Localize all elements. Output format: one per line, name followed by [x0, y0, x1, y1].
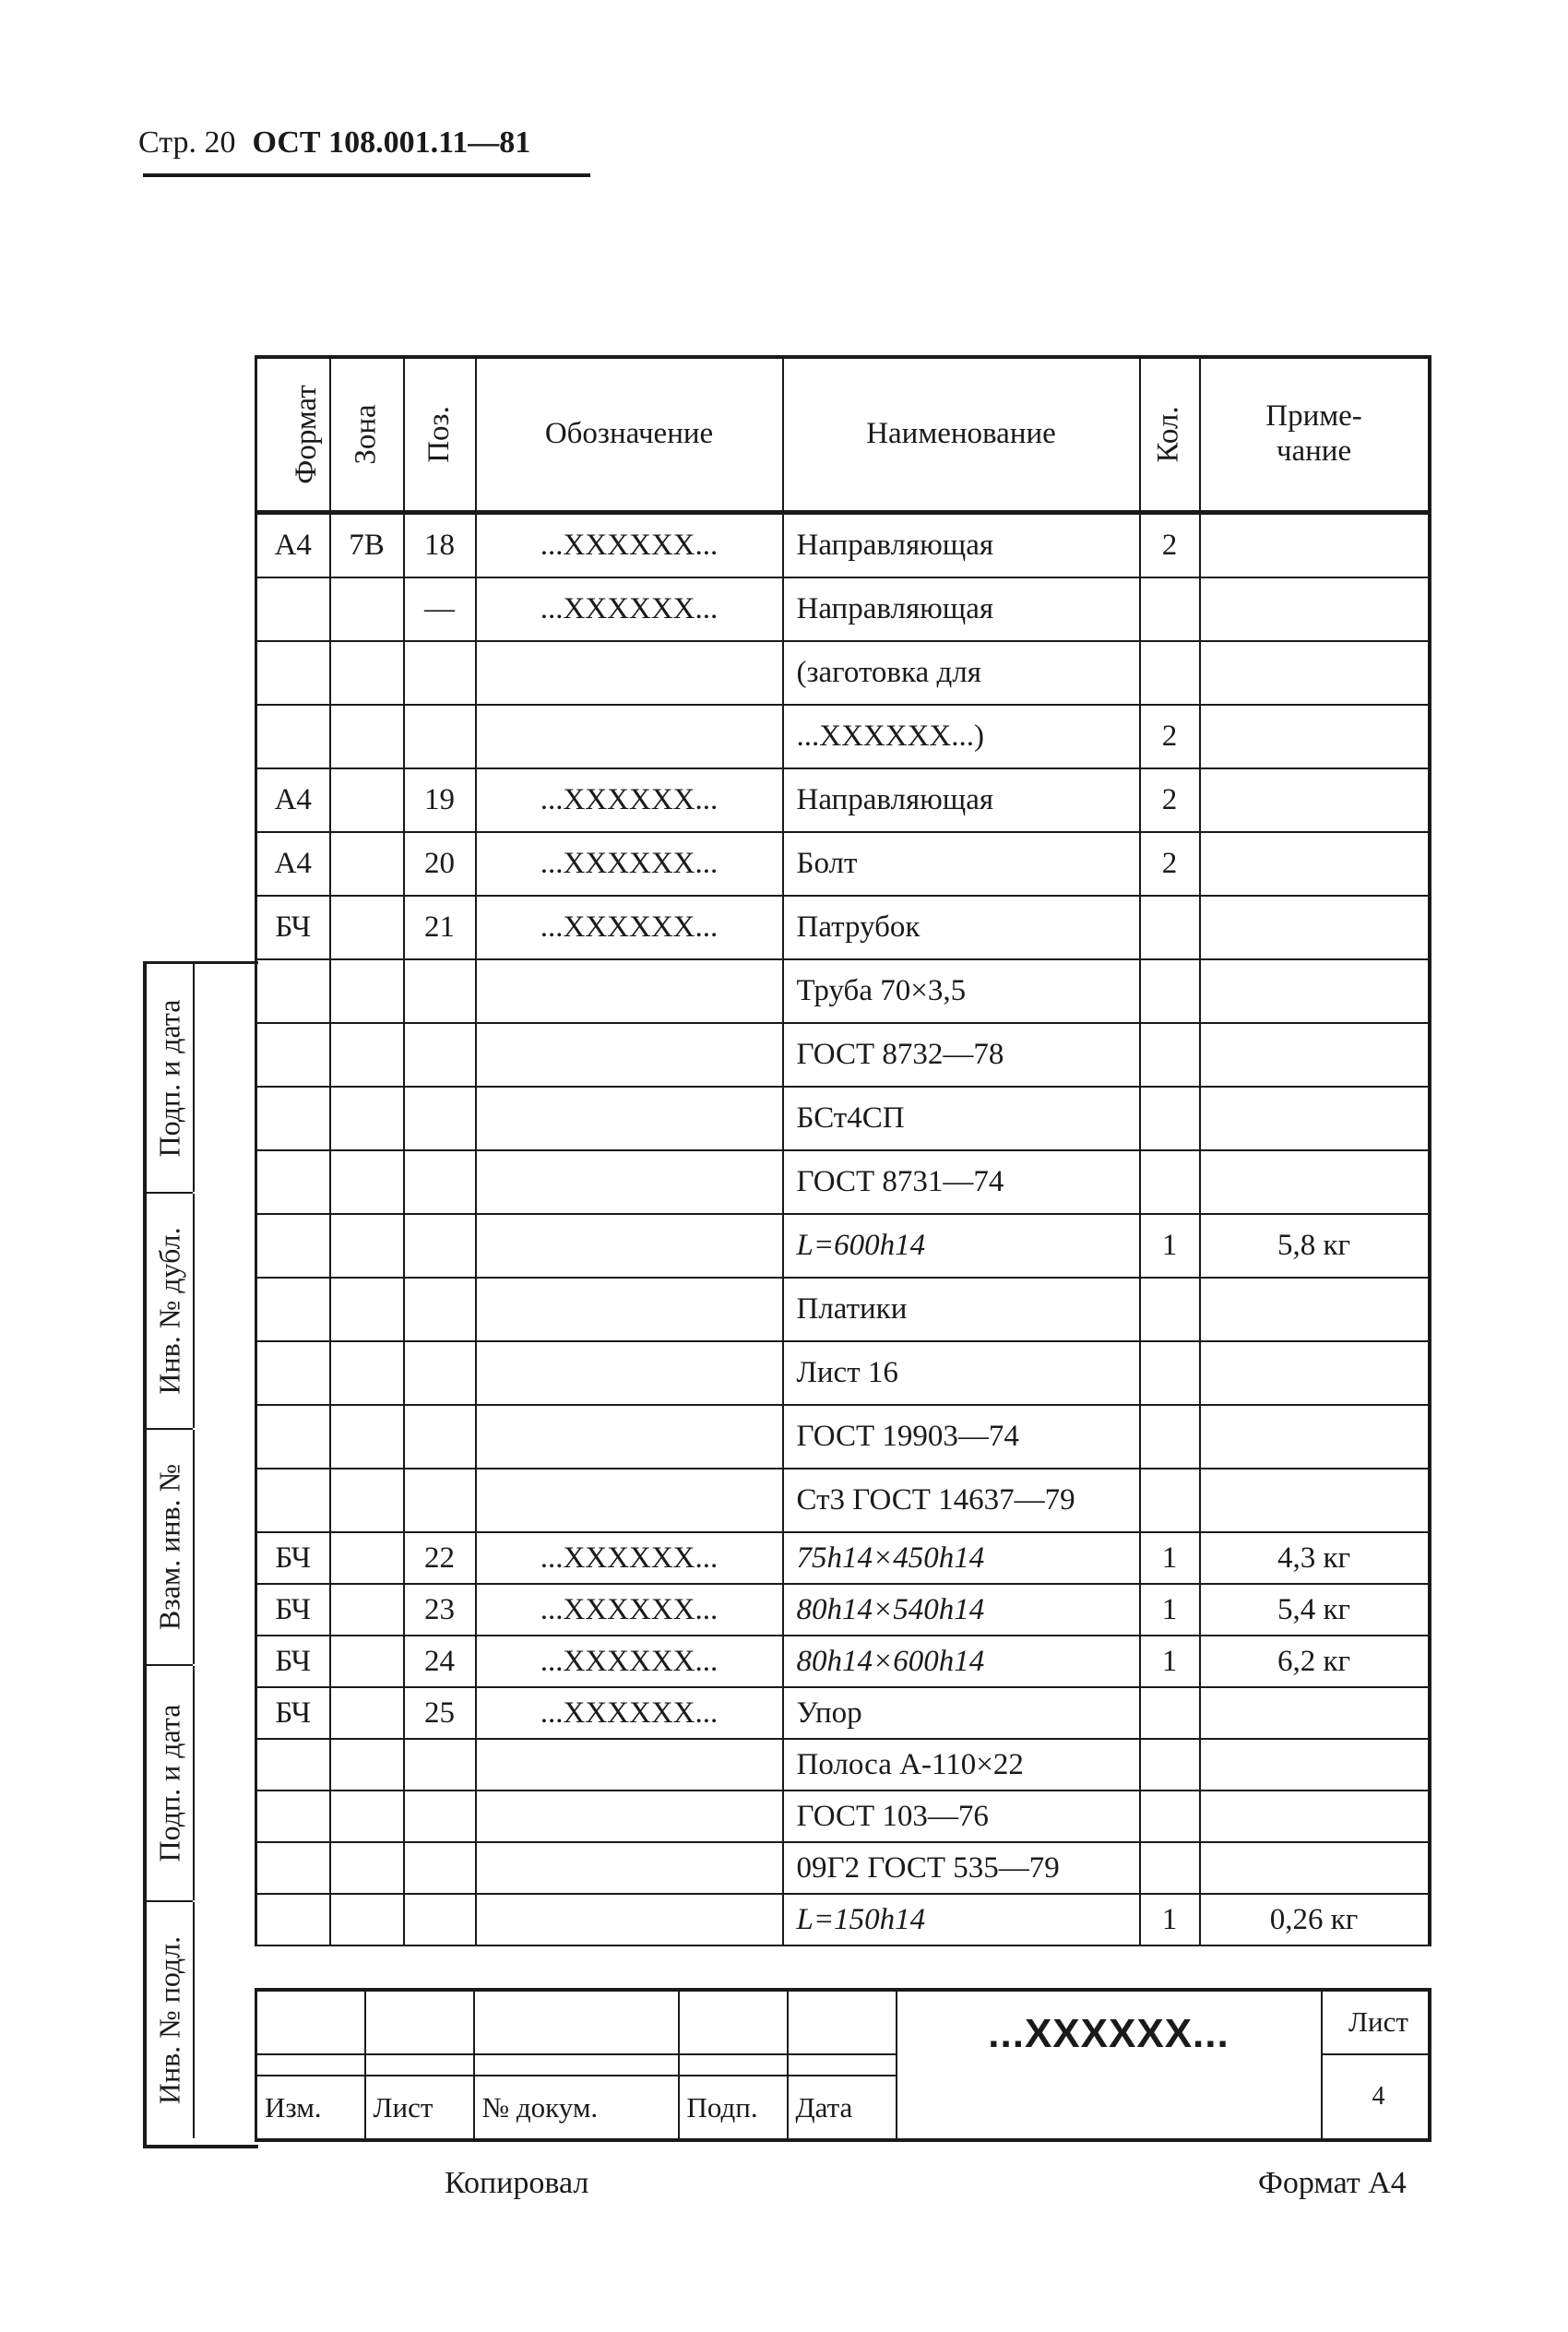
cell-designation: [476, 1469, 783, 1532]
tb-cell: [256, 1990, 365, 2054]
cell-position: [404, 1842, 476, 1894]
cell-designation: [476, 1214, 783, 1278]
cell-quantity: [1140, 641, 1200, 705]
cell-name: Болт: [783, 832, 1140, 896]
cell-name: 80h14×600h14: [783, 1636, 1140, 1687]
cell-quantity: [1140, 1469, 1200, 1532]
table-row: [256, 1532, 1430, 1584]
table-row: [256, 641, 1430, 705]
cell-zone: [330, 641, 404, 705]
cell-format: [256, 1023, 330, 1087]
label-doc-number: № докум.: [474, 2076, 679, 2140]
cell-note: [1200, 1791, 1430, 1842]
table-row: [256, 1791, 1430, 1842]
cell-designation: [476, 1150, 783, 1214]
cell-quantity: [1140, 1278, 1200, 1341]
cell-designation: [476, 1341, 783, 1405]
cell-format: [256, 705, 330, 768]
cell-position: [404, 1894, 476, 1945]
cell-name: ГОСТ 8731—74: [783, 1150, 1140, 1214]
cell-name: БСт4СП: [783, 1087, 1140, 1150]
cell-note: [1200, 1739, 1430, 1791]
cell-format: А4: [256, 832, 330, 896]
cell-position: [404, 1739, 476, 1791]
cell-position: 23: [404, 1584, 476, 1636]
cell-position: 20: [404, 832, 476, 896]
cell-zone: [330, 1894, 404, 1945]
cell-name: Лист 16: [783, 1341, 1140, 1405]
cell-position: [404, 705, 476, 768]
table-row: [256, 1023, 1430, 1087]
cell-format: [256, 1405, 330, 1469]
cell-name: (заготовка для: [783, 641, 1140, 705]
tb-cell: [474, 1990, 679, 2054]
cell-quantity: [1140, 1087, 1200, 1150]
cell-quantity: [1140, 1687, 1200, 1739]
cell-name: 75h14×450h14: [783, 1532, 1140, 1584]
cell-note: [1200, 896, 1430, 959]
cell-quantity: [1140, 1150, 1200, 1214]
cell-quantity: 2: [1140, 832, 1200, 896]
table-row: [256, 1214, 1430, 1278]
document-designation: ...XXXXXX...: [897, 1990, 1322, 2076]
tb-cell: [365, 2054, 474, 2076]
cell-designation: ...XXXXXX...: [476, 1636, 783, 1687]
column-format: Формат: [256, 357, 330, 513]
table-header-row: [256, 357, 1430, 513]
tb-cell: [365, 1990, 474, 2054]
cell-note: [1200, 1469, 1430, 1532]
cell-designation: [476, 1278, 783, 1341]
cell-designation: [476, 1894, 783, 1945]
cell-position: [404, 1150, 476, 1214]
cell-note: 6,2 кг: [1200, 1636, 1430, 1687]
sheet-number: 4: [1322, 2054, 1430, 2140]
cell-note: [1200, 705, 1430, 768]
cell-format: [256, 1150, 330, 1214]
cell-designation: ...XXXXXX...: [476, 832, 783, 896]
tb-cell: [788, 1990, 897, 2054]
cell-format: [256, 1214, 330, 1278]
cell-note: [1200, 1278, 1430, 1341]
cell-quantity: 1: [1140, 1532, 1200, 1584]
cell-quantity: [1140, 1405, 1200, 1469]
cell-designation: ...XXXXXX...: [476, 1687, 783, 1739]
table-row: [256, 577, 1430, 641]
cell-name: Направляющая: [783, 768, 1140, 832]
table-row: [256, 959, 1430, 1023]
cell-position: 25: [404, 1687, 476, 1739]
cell-quantity: 1: [1140, 1584, 1200, 1636]
cell-zone: [330, 1584, 404, 1636]
cell-designation: ...XXXXXX...: [476, 513, 783, 578]
cell-designation: ...XXXXXX...: [476, 768, 783, 832]
cell-note: 0,26 кг: [1200, 1894, 1430, 1945]
cell-position: 21: [404, 896, 476, 959]
label-signature: Подп.: [679, 2076, 788, 2140]
column-quantity: Кол.: [1140, 357, 1200, 513]
label-date: Дата: [788, 2076, 897, 2140]
cell-format: [256, 1087, 330, 1150]
cell-note: [1200, 1150, 1430, 1214]
cell-position: [404, 1023, 476, 1087]
cell-format: БЧ: [256, 1687, 330, 1739]
cell-designation: [476, 1791, 783, 1842]
cell-note: [1200, 1023, 1430, 1087]
cell-quantity: [1140, 1023, 1200, 1087]
table-row: [256, 1842, 1430, 1894]
cell-quantity: 2: [1140, 513, 1200, 578]
cell-note: [1200, 832, 1430, 896]
cell-note: [1200, 1842, 1430, 1894]
table-row: [256, 513, 1430, 578]
cell-format: А4: [256, 513, 330, 578]
cell-name: 80h14×540h14: [783, 1584, 1140, 1636]
cell-quantity: [1140, 1739, 1200, 1791]
cell-designation: [476, 641, 783, 705]
cell-zone: [330, 1023, 404, 1087]
cell-quantity: [1140, 1842, 1200, 1894]
table-row: [256, 768, 1430, 832]
tb-cell: [256, 2054, 365, 2076]
cell-zone: [330, 1739, 404, 1791]
cell-note: [1200, 1087, 1430, 1150]
cell-designation: [476, 1405, 783, 1469]
cell-position: [404, 641, 476, 705]
cell-zone: [330, 1150, 404, 1214]
cell-note: 5,8 кг: [1200, 1214, 1430, 1278]
cell-name: ГОСТ 8732—78: [783, 1023, 1140, 1087]
cell-position: 18: [404, 513, 476, 578]
cell-position: 24: [404, 1636, 476, 1687]
cell-note: 4,3 кг: [1200, 1532, 1430, 1584]
cell-quantity: [1140, 959, 1200, 1023]
table-row: [256, 1278, 1430, 1341]
cell-name: Труба 70×3,5: [783, 959, 1140, 1023]
table-row: [256, 832, 1430, 896]
cell-zone: [330, 1469, 404, 1532]
cell-position: [404, 1214, 476, 1278]
cell-name: Упор: [783, 1687, 1140, 1739]
cell-note: [1200, 959, 1430, 1023]
cell-zone: [330, 1687, 404, 1739]
cell-name: Полоса А-110×22: [783, 1739, 1140, 1791]
cell-format: [256, 1739, 330, 1791]
tb-cell: [788, 2054, 897, 2076]
cell-format: [256, 1791, 330, 1842]
table-row: [256, 1687, 1430, 1739]
cell-zone: [330, 1636, 404, 1687]
sidebar-repl-inv: Взам. инв. №: [147, 1430, 255, 1664]
tb-cell: [897, 2076, 1322, 2140]
cell-note: [1200, 641, 1430, 705]
cell-format: БЧ: [256, 1584, 330, 1636]
cell-zone: [330, 832, 404, 896]
table-row: [256, 896, 1430, 959]
cell-name: L=150h14: [783, 1894, 1140, 1945]
table-row: [256, 1087, 1430, 1150]
column-name: Наименование: [783, 357, 1140, 513]
cell-position: [404, 1469, 476, 1532]
cell-format: [256, 641, 330, 705]
cell-note: [1200, 768, 1430, 832]
cell-name: ГОСТ 103—76: [783, 1791, 1140, 1842]
sidebar-dup-inv: Инв. № дубл.: [147, 1194, 255, 1428]
cell-note: 5,4 кг: [1200, 1584, 1430, 1636]
cell-name: 09Г2 ГОСТ 535—79: [783, 1842, 1140, 1894]
cell-format: БЧ: [256, 1532, 330, 1584]
cell-format: А4: [256, 768, 330, 832]
cell-zone: [330, 1842, 404, 1894]
cell-designation: ...XXXXXX...: [476, 577, 783, 641]
table-row: [256, 705, 1430, 768]
cell-format: [256, 1842, 330, 1894]
cell-designation: [476, 1023, 783, 1087]
cell-position: 22: [404, 1532, 476, 1584]
cell-zone: [330, 1791, 404, 1842]
cell-format: [256, 577, 330, 641]
cell-quantity: [1140, 896, 1200, 959]
cell-name: L=600h14: [783, 1214, 1140, 1278]
column-zone: Зона: [330, 357, 404, 513]
cell-quantity: 1: [1140, 1894, 1200, 1945]
table-row: [256, 1341, 1430, 1405]
tb-cell: [474, 2054, 679, 2076]
cell-note: [1200, 1405, 1430, 1469]
cell-name: Ст3 ГОСТ 14637—79: [783, 1469, 1140, 1532]
cell-quantity: 2: [1140, 768, 1200, 832]
cell-zone: [330, 896, 404, 959]
sidebar-sign-date-2: Подп. и дата: [147, 1666, 255, 1900]
cell-quantity: [1140, 1791, 1200, 1842]
footer-copied: Копировал: [445, 2166, 589, 2200]
table-body: [256, 513, 1430, 1946]
cell-designation: [476, 1087, 783, 1150]
cell-zone: [330, 1278, 404, 1341]
cell-zone: [330, 705, 404, 768]
cell-format: [256, 1469, 330, 1532]
cell-zone: [330, 959, 404, 1023]
title-block: [255, 1988, 1431, 2142]
cell-designation: ...XXXXXX...: [476, 1584, 783, 1636]
cell-position: [404, 1341, 476, 1405]
cell-designation: [476, 1842, 783, 1894]
table-row: [256, 1894, 1430, 1945]
cell-position: 19: [404, 768, 476, 832]
cell-format: [256, 1341, 330, 1405]
cell-name: ...XXXXXX...): [783, 705, 1140, 768]
cell-name: Патрубок: [783, 896, 1140, 959]
cell-position: [404, 1791, 476, 1842]
cell-designation: ...XXXXXX...: [476, 1532, 783, 1584]
cell-format: БЧ: [256, 1636, 330, 1687]
tb-cell: [679, 2054, 788, 2076]
sidebar-sign-date-1: Подп. и дата: [147, 964, 255, 1192]
cell-format: [256, 1278, 330, 1341]
cell-format: [256, 959, 330, 1023]
header-underline: [143, 173, 590, 177]
cell-position: [404, 1087, 476, 1150]
cell-note: [1200, 1341, 1430, 1405]
table-row: [256, 1150, 1430, 1214]
table-row: [256, 1469, 1430, 1532]
cell-name: Направляющая: [783, 577, 1140, 641]
cell-zone: [330, 577, 404, 641]
column-designation: Обозначение: [476, 357, 783, 513]
cell-quantity: 1: [1140, 1636, 1200, 1687]
cell-zone: [330, 1405, 404, 1469]
cell-name: Платики: [783, 1278, 1140, 1341]
page-header: [138, 125, 530, 161]
cell-position: [404, 1278, 476, 1341]
cell-position: —: [404, 577, 476, 641]
cell-zone: [330, 1532, 404, 1584]
cell-format: [256, 1894, 330, 1945]
column-note: Приме- чание: [1200, 357, 1430, 513]
cell-note: [1200, 513, 1430, 578]
cell-designation: [476, 959, 783, 1023]
cell-quantity: [1140, 1341, 1200, 1405]
cell-quantity: 2: [1140, 705, 1200, 768]
column-position: Поз.: [404, 357, 476, 513]
side-stamp: [143, 961, 258, 2148]
cell-zone: [330, 1087, 404, 1150]
cell-zone: [330, 768, 404, 832]
sheet-label: Лист: [1322, 1990, 1430, 2054]
label-izm: Изм.: [256, 2076, 365, 2140]
specification-table: [255, 355, 1431, 1946]
cell-quantity: [1140, 577, 1200, 641]
label-list: Лист: [365, 2076, 474, 2140]
table-row: [256, 1636, 1430, 1687]
table-row: [256, 1584, 1430, 1636]
cell-position: [404, 1405, 476, 1469]
sidebar-orig-inv: Инв. № подл.: [147, 1902, 255, 2138]
cell-designation: ...XXXXXX...: [476, 896, 783, 959]
standard-number: ОСТ 108.001.11—81: [252, 125, 531, 160]
cell-designation: [476, 705, 783, 768]
cell-zone: [330, 1341, 404, 1405]
cell-zone: [330, 1214, 404, 1278]
cell-note: [1200, 577, 1430, 641]
footer-format: Формат А4: [1258, 2166, 1407, 2200]
cell-quantity: 1: [1140, 1214, 1200, 1278]
cell-note: [1200, 1687, 1430, 1739]
cell-designation: [476, 1739, 783, 1791]
cell-position: [404, 959, 476, 1023]
tb-cell: [679, 1990, 788, 2054]
page-number: Стр. 20: [138, 125, 236, 160]
cell-zone: 7В: [330, 513, 404, 578]
cell-name: ГОСТ 19903—74: [783, 1405, 1140, 1469]
cell-name: Направляющая: [783, 513, 1140, 578]
cell-format: БЧ: [256, 896, 330, 959]
table-row: [256, 1405, 1430, 1469]
table-row: [256, 1739, 1430, 1791]
